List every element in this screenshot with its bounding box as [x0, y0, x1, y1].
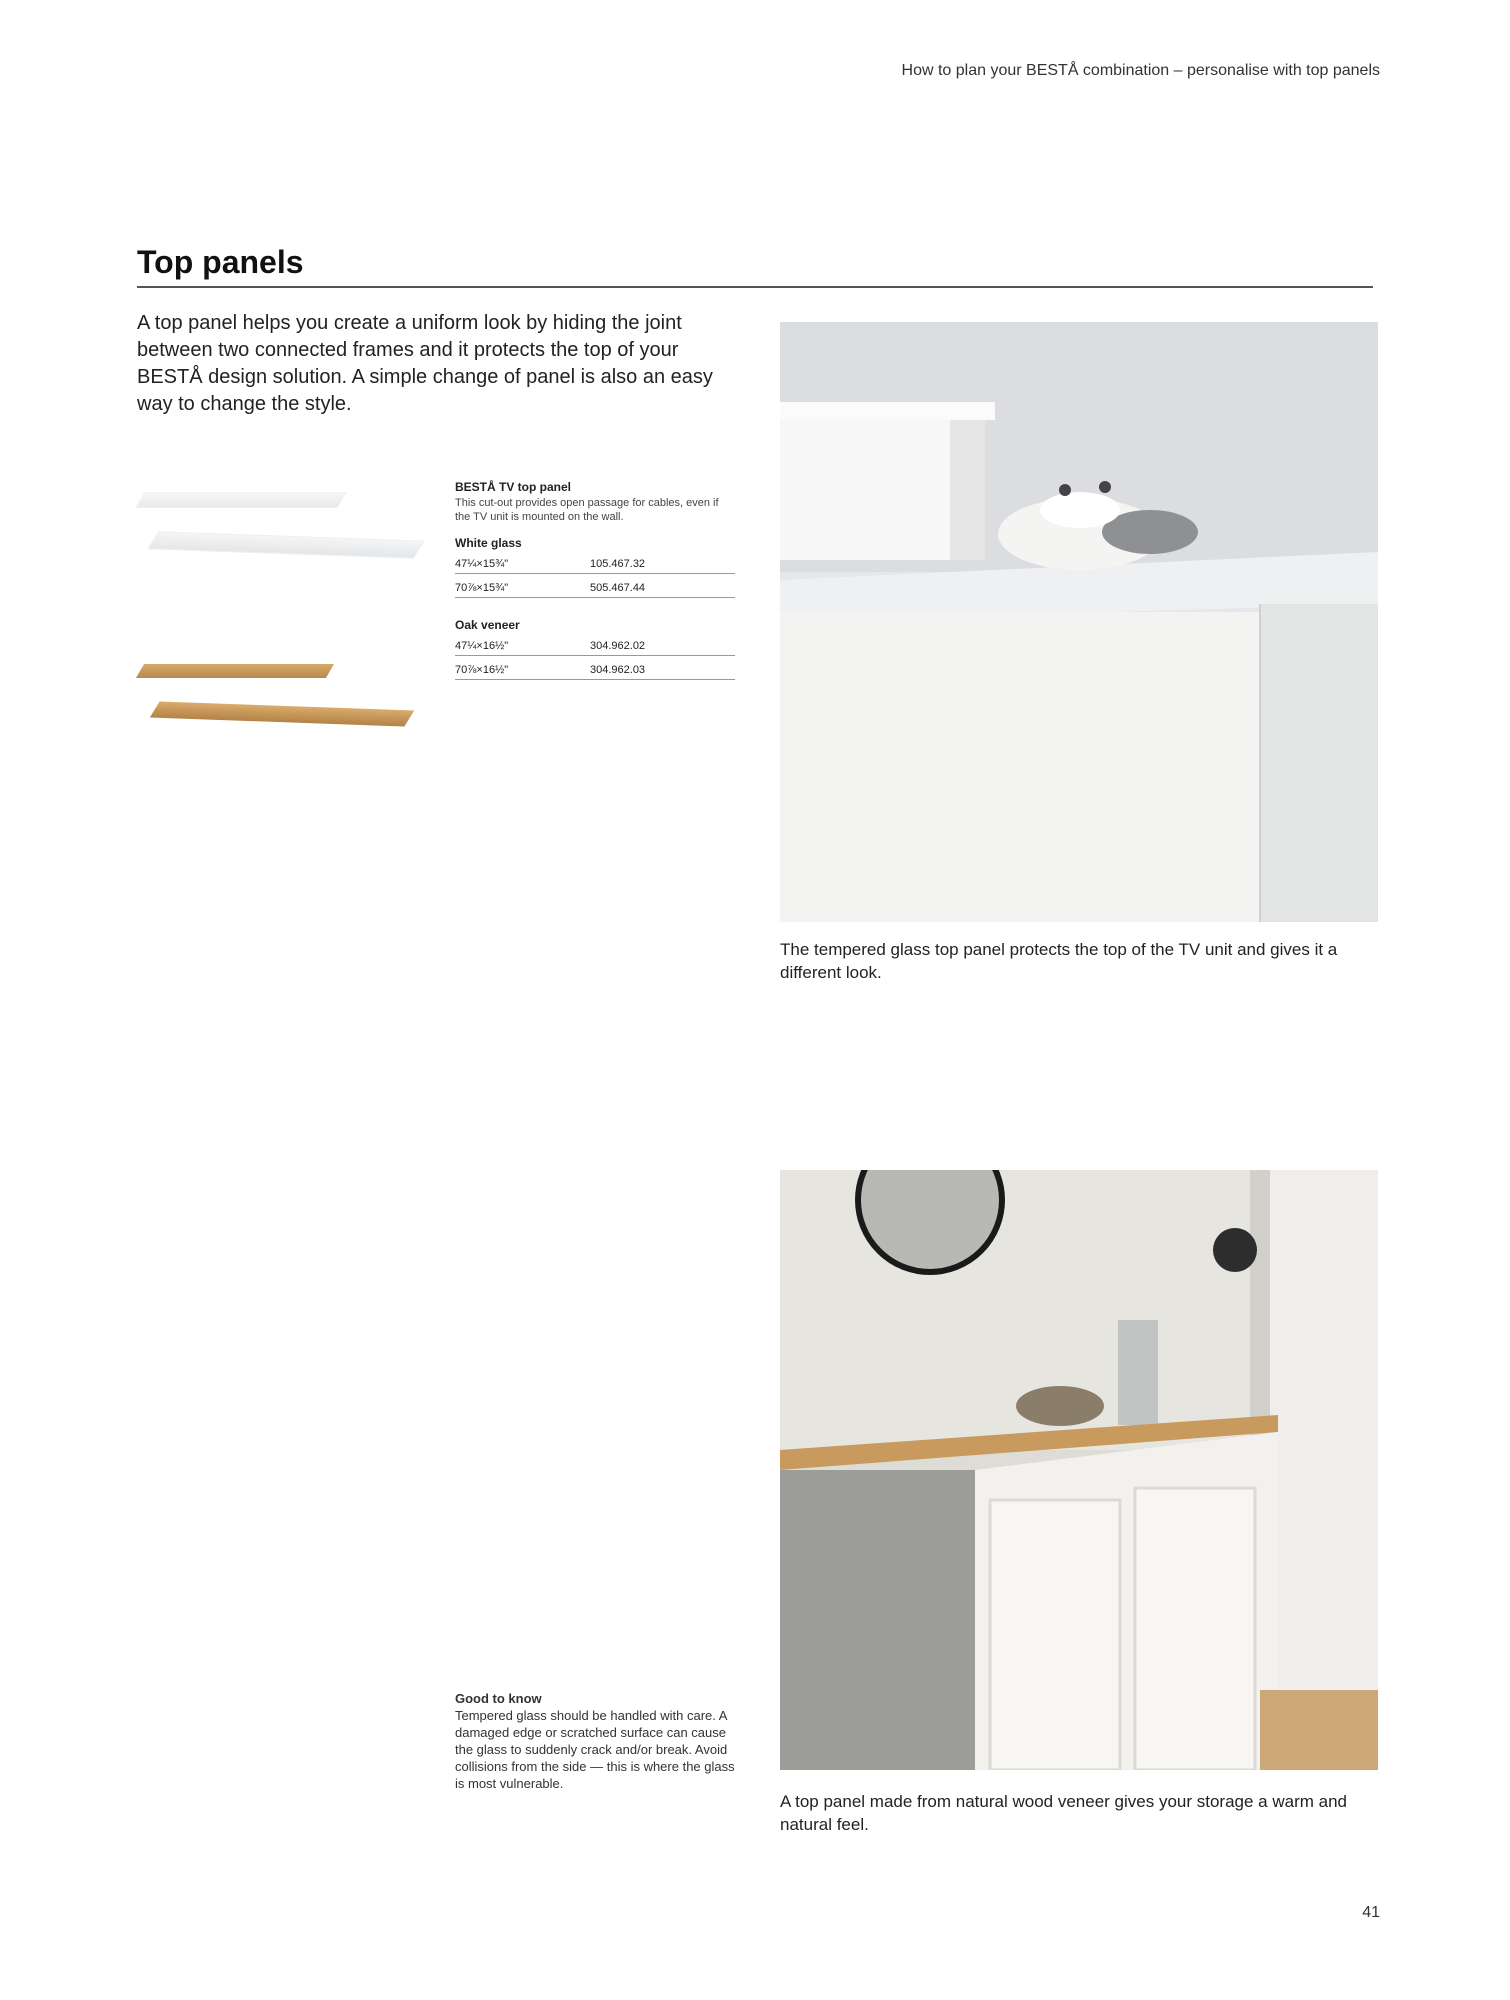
- white-glass-panel-image-long: [147, 531, 424, 558]
- variant-size: 47¼×15¾": [455, 558, 509, 570]
- photo-caption: The tempered glass top panel protects the top of the TV unit and gives it a different look.: [780, 940, 1338, 982]
- article-number: 505.467.44: [590, 582, 646, 594]
- article-number: 304.962.03: [590, 664, 646, 676]
- variant-size: 70⅞×16½": [455, 664, 509, 676]
- running-header: How to plan your BESTÅ combination – personalise with top panels: [901, 62, 1380, 79]
- note-body: Tempered glass should be handled with care. A damaged edge or scratched surface can cause the glass to suddenly crack and/or break. Avoid collisions from the side — this is where the glass is most vulnerable.: [455, 1708, 735, 1791]
- glass-top-scene: [780, 322, 1378, 922]
- intro-paragraph: A top panel helps you create a uniform look by hiding the joint between two connected frames and it protects the top of your BESTÅ design solution. A simple change of panel is also an easy way to change the style.: [137, 312, 713, 415]
- article-number: 304.962.02: [590, 640, 646, 652]
- section-title: Top panels: [137, 244, 304, 280]
- variant-size: 70⅞×15¾": [455, 582, 509, 594]
- product-name: BESTÅ TV top panel: [455, 480, 572, 494]
- variant-group-label: Oak veneer: [455, 618, 520, 632]
- variant-row: [455, 636, 735, 656]
- oak-veneer-panel-image: [136, 664, 334, 678]
- product-spec: [455, 480, 735, 680]
- product-description: This cut-out provides open passage for cables, even if the TV unit is mounted on the wall.: [455, 497, 719, 523]
- white-glass-panel-image: [135, 492, 346, 508]
- photo-glass-top-panel: [780, 322, 1378, 922]
- variant-row: [455, 660, 735, 680]
- oak-top-scene: [780, 1170, 1378, 1770]
- page-number: 41: [1362, 1904, 1380, 1921]
- variant-size: 47¼×16½": [455, 640, 509, 652]
- note-title: Good to know: [455, 1691, 542, 1706]
- variant-row: [455, 554, 735, 574]
- article-number: 105.467.32: [590, 558, 646, 570]
- variant-row: [455, 578, 735, 598]
- photo-caption: A top panel made from natural wood veneer gives your storage a warm and natural feel.: [780, 1792, 1347, 1834]
- variant-group-label: White glass: [455, 536, 522, 550]
- photo-oak-top-panel: [780, 1170, 1378, 1770]
- good-to-know-note: [455, 1690, 735, 1792]
- oak-veneer-panel-image-long: [150, 701, 414, 726]
- title-divider: [137, 286, 1373, 288]
